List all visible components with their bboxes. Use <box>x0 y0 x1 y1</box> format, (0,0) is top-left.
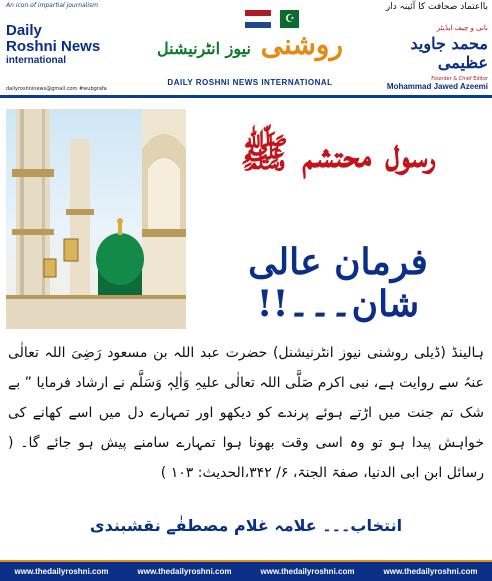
flags <box>245 10 299 28</box>
footer-bar <box>0 560 492 581</box>
right-tagline: بااعتماد صحافت کا آئینہ دار <box>385 2 488 12</box>
footer-link[interactable]: www.thedailyroshni.com <box>14 567 109 576</box>
brand-logo-text <box>6 23 116 67</box>
masthead-right <box>370 2 488 96</box>
brand-line3: international <box>6 55 67 66</box>
masthead <box>0 0 492 98</box>
founder-title-en: Founder & Chief Editor <box>431 76 488 82</box>
founder-name-urdu: محمد جاوید عظیمی <box>410 34 488 72</box>
english-logo-text: DAILY ROSHNI NEWS INTERNATIONAL <box>167 78 333 87</box>
contact-email[interactable]: dailyroshninews@gmail.com #wubgrafa <box>6 86 107 92</box>
urdu-logo <box>150 28 350 61</box>
article-title: رسول محتشم ﷺ <box>240 130 436 177</box>
founder-label-urdu: بانی و چیف ایڈیٹر <box>436 24 488 32</box>
footer-link[interactable]: www.thedailyroshni.com <box>383 567 478 576</box>
urdu-logo-prefix: روشنی <box>260 28 343 61</box>
brand-line1: Daily <box>6 22 42 39</box>
article-body: ہالینڈ (ڈیلی روشنی نیوز انٹرنیشنل) حضرت عبد اللہ بن مسعود رَضِیَ اللہ تعالٰی عنہُ سے روایت ہے، نبی اکرم صَلَّی اللہ تعالٰی علیہِ وَاٰلِہٖ وَسَلَّم نے ارشاد فرمایا ” بے شک تم جنت میں اڑتے ہوئے پرندے کو دیکھو اور تمہارے دل میں اسے کھانے کی خواہش پیدا ہو تو وہ اسی وقت بھونا ہوا تمہارے سامنے پیش ہو جائے گا۔ ( رسائل ابن ابی الدنیا، صفۃ الجنۃ، ۶/ ۳۴۲،الحدیث: ۱۰۳ ) <box>8 345 484 481</box>
footer-link[interactable]: www.thedailyroshni.com <box>260 567 355 576</box>
brand-line2: Roshni News <box>6 38 101 55</box>
article-subtitle: فرمان عالی شان۔۔۔!! <box>248 241 428 325</box>
article-body-section <box>0 338 492 541</box>
masthead-left <box>6 2 116 96</box>
footer-link[interactable]: www.thedailyroshni.com <box>137 567 232 576</box>
urdu-logo-suffix: نیوز انٹرنیشنل <box>157 39 251 58</box>
title-band <box>0 101 492 335</box>
netherlands-flag-icon <box>245 10 271 28</box>
pakistan-flag-icon: ☪ <box>273 10 299 28</box>
founder-name-en: Mohammad Jawed Azeemi <box>386 82 488 91</box>
green-dome-mosque-image <box>6 109 186 329</box>
left-tagline: An icon of impartial journalism <box>6 2 98 9</box>
selection-credit: انتخاب۔۔۔ علامہ غلام مصطفٰے نقشبندی <box>89 516 403 535</box>
masthead-center <box>150 4 350 94</box>
